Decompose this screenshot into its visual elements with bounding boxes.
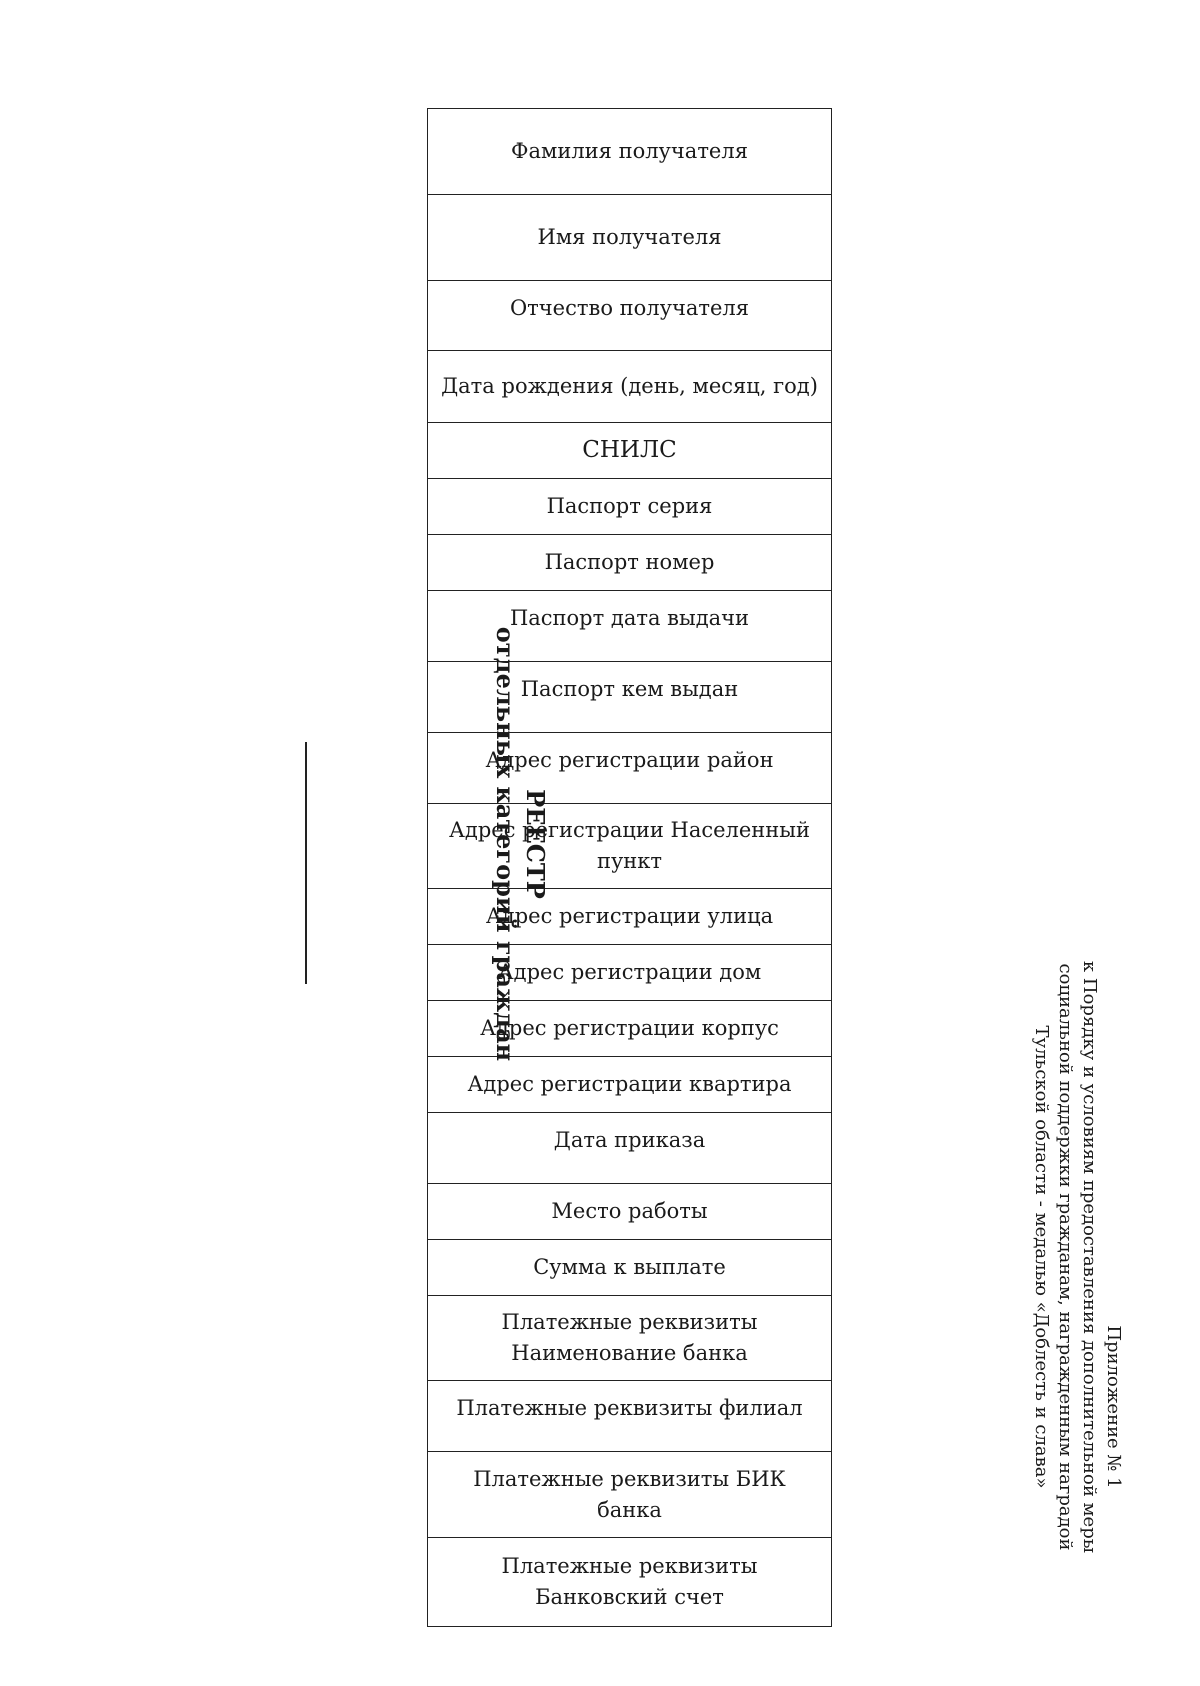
table-row: СНИЛС — [428, 423, 831, 479]
appendix-heading: Приложение № 1 — [1103, 1325, 1124, 1489]
table-row: Паспорт кем выдан — [428, 662, 831, 733]
table-row: Имя получателя — [428, 195, 831, 281]
table-row: Платежные реквизиты БИК банка — [428, 1452, 831, 1538]
appendix-line: к Порядку и условиям предоставления дополнительной меры — [1079, 960, 1100, 1554]
registry-title-block — [486, 474, 550, 1214]
table-row: Адрес регистрации район — [428, 733, 831, 804]
table-row: Паспорт номер — [428, 535, 831, 591]
table-row: Дата рождения (день, месяц, год) — [428, 351, 831, 423]
table-row: Адрес регистрации дом — [428, 945, 831, 1001]
table-row: Платежные реквизиты Банковский счет — [501, 1554, 758, 1609]
table-row: Паспорт серия — [428, 479, 831, 535]
registry-title: РЕЕСТР — [521, 789, 550, 899]
table-row: Дата приказа — [428, 1113, 831, 1184]
vertical-rule — [305, 742, 307, 984]
table-row: Отчество получателя — [428, 281, 831, 351]
table-row: Адрес регистрации квартира — [428, 1057, 831, 1113]
table-row: Адрес регистрации Населенный пункт — [428, 804, 831, 889]
table-row: Сумма к выплате — [428, 1240, 831, 1296]
appendix-line: Тульской области - медалью «Доблесть и слава» — [1031, 1025, 1052, 1489]
table-row: Фамилия получателя — [428, 109, 831, 195]
appendix-block — [995, 937, 1125, 1577]
table-row: Адрес регистрации корпус — [428, 1001, 831, 1057]
table-row: Платежные реквизиты Наименование банка — [428, 1296, 831, 1381]
table-row: Платежные реквизиты филиал — [428, 1381, 831, 1452]
table-row: Адрес регистрации улица — [428, 889, 831, 945]
registry-subtitle: отдельных категорий граждан — [491, 626, 520, 1062]
table-row: Место работы — [428, 1184, 831, 1240]
appendix-line: социальной поддержки гражданам, награжденным наградой — [1055, 963, 1076, 1551]
table-row: Паспорт дата выдачи — [428, 591, 831, 662]
